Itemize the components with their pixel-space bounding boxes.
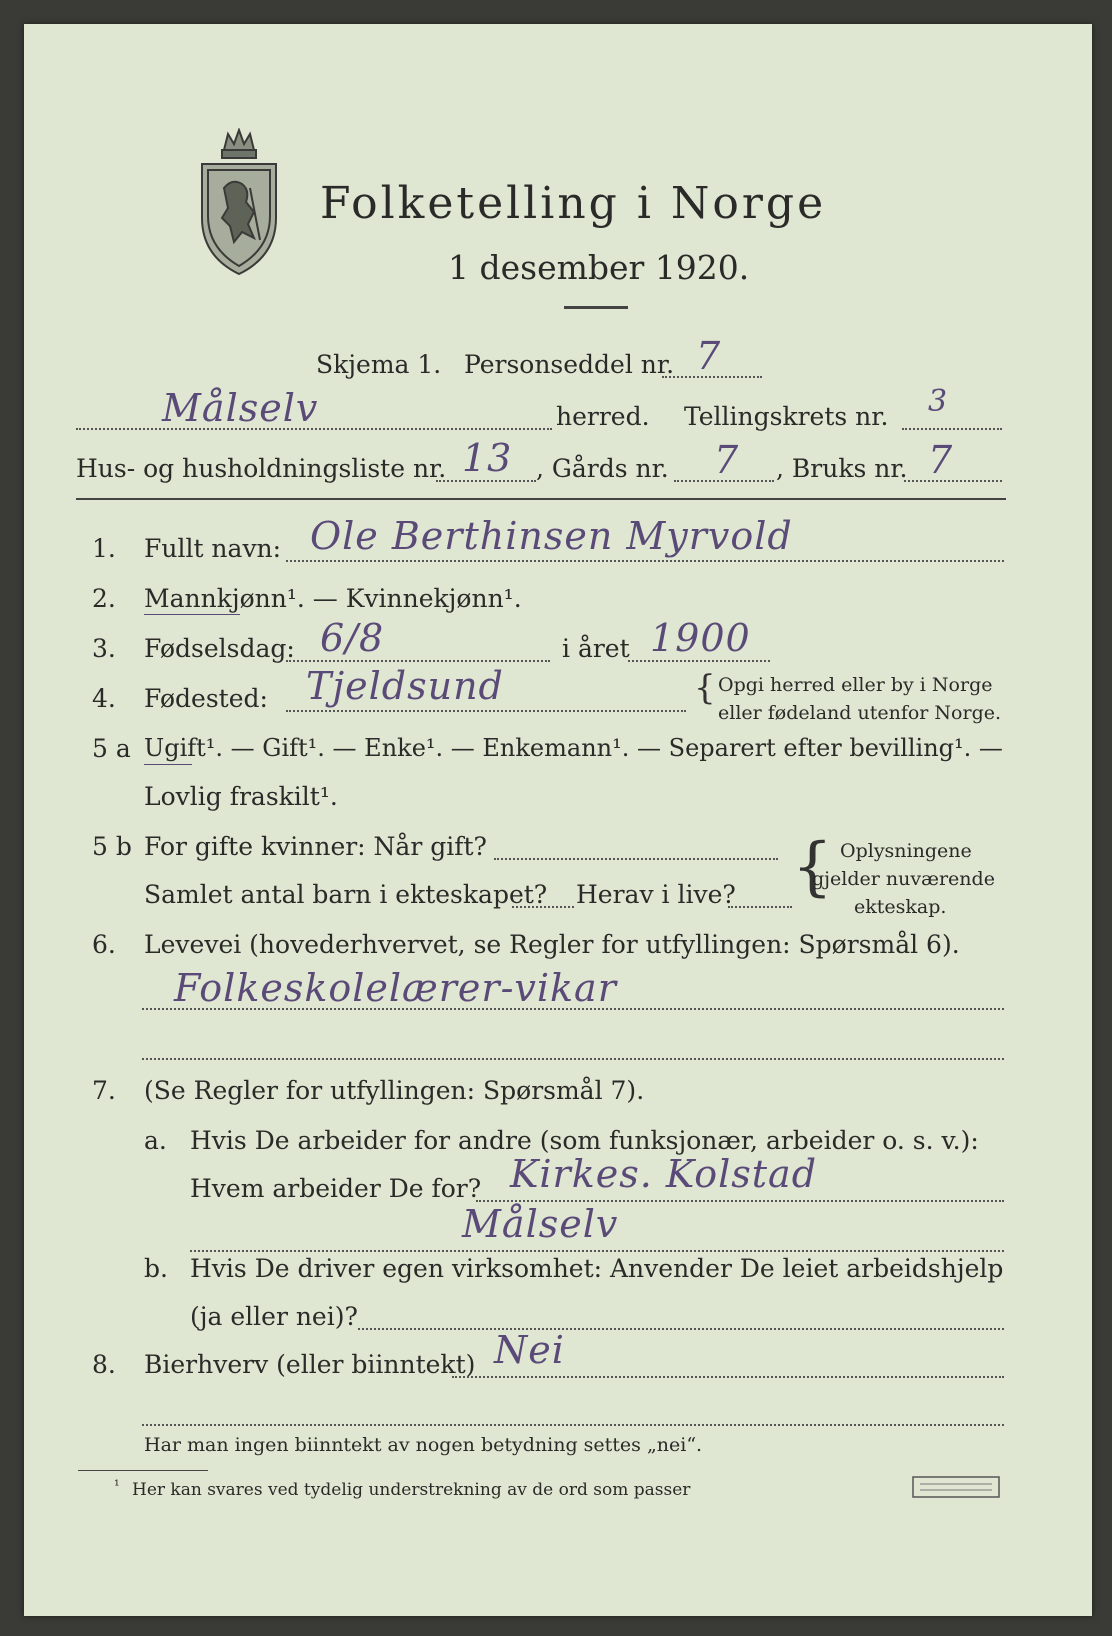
birthplace-value[interactable]: Tjeldsund: [306, 664, 504, 708]
tellingskrets-value[interactable]: 3: [928, 384, 949, 419]
occupation-value[interactable]: Folkeskolelærer-vikar: [174, 966, 617, 1010]
bottom-note: Har man ingen biinntekt av nogen betydning settes „nei“.: [144, 1434, 703, 1456]
norway-lion-shield-icon: [194, 128, 284, 278]
q5a-line2: Lovlig fraskilt¹.: [144, 782, 338, 811]
form-title: Folketelling i Norge: [320, 178, 827, 229]
printer-stamp-icon: [912, 1476, 1000, 1498]
footnote-mark: ¹: [114, 1478, 120, 1494]
herred-value[interactable]: Målselv: [162, 386, 319, 430]
husholdningsliste-value[interactable]: 13: [462, 436, 513, 480]
birthplace-note-1: Opgi herred eller by i Norge: [718, 674, 993, 696]
q7a-line2: Hvem arbeider De for?: [190, 1174, 482, 1203]
q6-label: Levevei (hovederhvervet, se Regler for utfyllingen: Spørsmål 6).: [144, 930, 960, 959]
q5b-note-3: ekteskap.: [854, 896, 947, 918]
q8-label: Bierhverv (eller biinntekt): [144, 1350, 476, 1379]
q5b-number: 5 b: [92, 832, 132, 861]
q4-number: 4.: [92, 684, 116, 713]
q7a-line1: Hvis De arbeider for andre (som funksjonær, arbeider o. s. v.):: [190, 1126, 979, 1155]
employer-value-1[interactable]: Kirkes. Kolstad: [510, 1152, 818, 1196]
q1-label: Fullt navn:: [144, 534, 282, 563]
birthplace-note-2: eller fødeland utenfor Norge.: [718, 702, 1002, 724]
q5b-line2b: Herav i live?: [576, 880, 736, 909]
title-divider: [564, 306, 628, 309]
bruks-label: , Bruks nr.: [776, 454, 908, 483]
mannkjonn-underline: [144, 614, 240, 615]
q7-label: (Se Regler for utfyllingen: Spørsmål 7).: [144, 1076, 645, 1105]
bruks-value[interactable]: 7: [928, 438, 954, 482]
husholdningsliste-label: Hus- og husholdningsliste nr.: [76, 454, 447, 483]
q6-number: 6.: [92, 930, 116, 959]
footnote-rule: [78, 1470, 208, 1471]
q7b-number: b.: [144, 1254, 168, 1283]
gards-value[interactable]: 7: [714, 438, 740, 482]
q7-number: 7.: [92, 1076, 116, 1105]
birthday-value[interactable]: 6/8: [320, 616, 385, 660]
side-income-value[interactable]: Nei: [494, 1328, 565, 1372]
q7a-number: a.: [144, 1126, 167, 1155]
q2-number: 2.: [92, 584, 116, 613]
tellingskrets-label: Tellingskrets nr.: [684, 402, 889, 431]
q5a-number: 5 a: [92, 734, 131, 763]
gards-label: , Gårds nr.: [536, 454, 669, 483]
q7b-line1: Hvis De driver egen virksomhet: Anvender De leiet arbeidshjelp: [190, 1254, 1004, 1283]
q2-label: Mannkjønn¹. — Kvinnekjønn¹.: [144, 584, 522, 613]
year-label: i året: [562, 634, 630, 663]
personseddel-value[interactable]: 7: [696, 334, 722, 378]
q5b-note-1: Oplysningene: [840, 840, 972, 862]
herred-label: herred.: [556, 402, 650, 431]
full-name-value[interactable]: Ole Berthinsen Myrvold: [310, 514, 793, 558]
birth-year-value[interactable]: 1900: [650, 616, 751, 660]
personseddel-label: Personseddel nr.: [464, 350, 675, 379]
q7b-line2: (ja eller nei)?: [190, 1302, 358, 1331]
ugift-underline: [144, 764, 192, 765]
q5b-line1: For gifte kvinner: Når gift?: [144, 832, 487, 861]
employer-value-2[interactable]: Målselv: [462, 1202, 619, 1246]
q4-label: Fødested:: [144, 684, 268, 713]
q8-number: 8.: [92, 1350, 116, 1379]
q3-number: 3.: [92, 634, 116, 663]
skjema-label: Skjema 1.: [316, 350, 442, 379]
census-form: Folketelling i Norge 1 desember 1920. Skjema 1. Personseddel nr. 7 Målselv herred. Tellingskrets nr. 3 Hus- og husholdningsliste nr. 13 , Gårds nr. 7 , Bruks nr. 7 1. Fullt navn: Ole Berthinsen Myrvold 2. Mannkjønn¹. — Kvinnekjønn¹. 3. Fødselsdag: 6/8 i året 1900 4. Fødested: Tjeldsund { Opgi herred eller by i Norge eller fødeland utenfor Norge. 5 a Ugift¹. — Gift¹. — Enke¹. — Enkemann¹. — Separert efter bevilling¹. — Lovlig fraskilt¹. 5 b For gifte kvinner: Når gift? Samlet antal barn i ekteskapet? Herav i live? { Oplysningene gjelder nuværende ekteskap. 6. Levevei (hovederhvervet, se Regler for utfyllingen: Spørsmål 6). Folkeskolelærer-vikar 7. (Se Regler for utfyllingen: Spørsmål 7). a. Hvis De arbeider for andre (som funksjonær, arbeider o. s. v.): Hvem arbeider De for? Kirkes. Kolstad Målselv b. Hvis De driver egen virksomhet: Anvender De leiet arbeidshjelp (ja eller nei)? 8. Bierhverv (eller biinntekt) Nei Har man ingen biinntekt av nogen betydning settes „nei“. ¹ Her kan svares ved tydelig understrekning av de ord som passer: [24, 24, 1092, 1616]
q1-number: 1.: [92, 534, 116, 563]
census-date: 1 desember 1920.: [448, 248, 750, 287]
q3-label: Fødselsdag:: [144, 634, 295, 663]
header-rule: [76, 498, 1006, 500]
q5b-line2a: Samlet antal barn i ekteskapet?: [144, 880, 548, 909]
footnote-text: Her kan svares ved tydelig understrekning av de ord som passer: [132, 1480, 691, 1500]
q5a-line1: Ugift¹. — Gift¹. — Enke¹. — Enkemann¹. — Separert efter bevilling¹. —: [144, 734, 1003, 762]
q5b-note-2: gjelder nuværende: [812, 868, 995, 890]
